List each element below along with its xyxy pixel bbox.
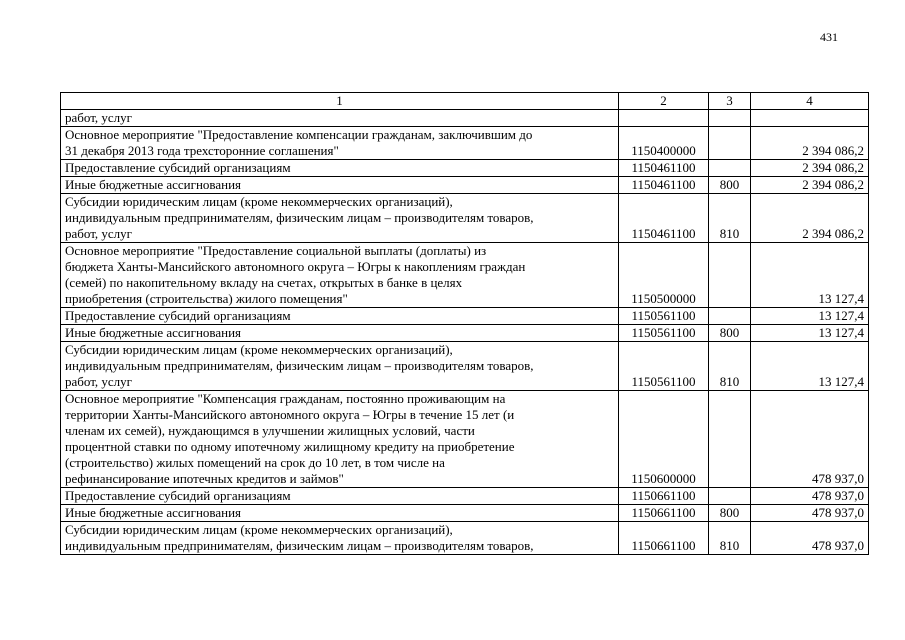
row-description [61,110,619,127]
description-line: Субсидии юридическим лицам (кроме некоммерческих организаций), [65,522,453,537]
description-line: Предоставление субсидий организациям [65,308,291,323]
row-expense-type [709,308,751,325]
row-amount: 13 127,4 [751,243,869,308]
description-line: 31 декабря 2013 года трехсторонние соглашения" [65,143,339,158]
row-target-code: 1150561100 [619,325,709,342]
row-expense-type: 810 [709,522,751,555]
description-line: Субсидии юридическим лицам (кроме некоммерческих организаций), [65,342,453,357]
description-line: Иные бюджетные ассигнования [65,325,242,340]
row-amount: 13 127,4 [751,325,869,342]
row-expense-type [709,391,751,488]
description-line: работ, услуг [65,226,133,241]
row-description [61,177,619,194]
header-col-2: 2 [619,93,709,110]
row-expense-type [709,243,751,308]
row-expense-type: 800 [709,177,751,194]
row-description [61,522,619,555]
description-line: индивидуальным предпринимателям, физическим лицам – производителям товаров, [65,538,534,553]
page-number: 431 [820,30,838,44]
table-row [61,160,869,177]
budget-table-body [61,93,869,555]
row-description [61,391,619,488]
row-target-code: 1150400000 [619,127,709,160]
row-expense-type [709,488,751,505]
table-row [61,325,869,342]
row-target-code: 1150461100 [619,194,709,243]
description-line: работ, услуг [65,374,133,389]
row-amount: 2 394 086,2 [751,177,869,194]
row-amount: 2 394 086,2 [751,160,869,177]
description-line: (строительство) жилых помещений на срок до 10 лет, в том числе на [65,455,445,470]
row-description [61,194,619,243]
row-description [61,127,619,160]
table-row [61,522,869,555]
description-line: территории Ханты-Мансийского автономного округа – Югры в течение 15 лет (и [65,407,515,422]
description-line: бюджета Ханты-Мансийского автономного округа – Югры к накоплениям граждан [65,259,526,274]
row-target-code: 1150461100 [619,177,709,194]
description-line: рефинансирование ипотечных кредитов и займов" [65,471,344,486]
row-expense-type: 810 [709,194,751,243]
row-expense-type: 810 [709,342,751,391]
row-target-code: 1150561100 [619,342,709,391]
description-line: Субсидии юридическим лицам (кроме некоммерческих организаций), [65,194,453,209]
row-amount [751,110,869,127]
description-line: Предоставление субсидий организациям [65,160,291,175]
row-expense-type: 800 [709,325,751,342]
row-amount: 478 937,0 [751,488,869,505]
description-line: Основное мероприятие "Компенсация гражданам, постоянно проживающим на [65,391,506,406]
description-line: приобретения (строительства) жилого помещения" [65,291,348,306]
table-row [61,342,869,391]
table-row [61,110,869,127]
header-col-4: 4 [751,93,869,110]
table-row [61,243,869,308]
row-target-code [619,110,709,127]
description-line: Основное мероприятие "Предоставление социальной выплаты (доплаты) из [65,243,487,258]
row-target-code: 1150461100 [619,160,709,177]
table-row [61,194,869,243]
table-row [61,308,869,325]
row-target-code: 1150661100 [619,522,709,555]
description-line: процентной ставки по одному ипотечному жилищному кредиту на приобретение [65,439,515,454]
row-description [61,160,619,177]
row-description [61,325,619,342]
row-amount: 13 127,4 [751,342,869,391]
row-amount: 2 394 086,2 [751,127,869,160]
table-row [61,505,869,522]
row-description [61,488,619,505]
description-line: Предоставление субсидий организациям [65,488,291,503]
row-expense-type [709,110,751,127]
row-target-code: 1150500000 [619,243,709,308]
table-header-row [61,93,869,110]
row-expense-type [709,160,751,177]
row-amount: 478 937,0 [751,505,869,522]
description-line: работ, услуг [65,110,133,125]
description-line: Иные бюджетные ассигнования [65,505,242,520]
row-target-code: 1150661100 [619,488,709,505]
description-line: (семей) по накопительному вкладу на счетах, открытых в банке в целях [65,275,463,290]
row-amount: 13 127,4 [751,308,869,325]
table-row [61,177,869,194]
description-line: Иные бюджетные ассигнования [65,177,242,192]
row-target-code: 1150661100 [619,505,709,522]
description-line: индивидуальным предпринимателям, физическим лицам – производителям товаров, [65,358,534,373]
table-row [61,127,869,160]
row-description [61,342,619,391]
header-col-1: 1 [61,93,619,110]
row-expense-type: 800 [709,505,751,522]
row-description [61,308,619,325]
description-line: индивидуальным предпринимателям, физическим лицам – производителям товаров, [65,210,534,225]
row-target-code: 1150600000 [619,391,709,488]
row-description [61,243,619,308]
description-line: членам их семей), нуждающимся в улучшении жилищных условий, части [65,423,475,438]
row-expense-type [709,127,751,160]
table-row [61,488,869,505]
description-line: Основное мероприятие "Предоставление компенсации гражданам, заключившим до [65,127,533,142]
table-row [61,391,869,488]
row-description [61,505,619,522]
header-col-3: 3 [709,93,751,110]
row-amount: 2 394 086,2 [751,194,869,243]
budget-table [60,92,869,555]
row-amount: 478 937,0 [751,522,869,555]
row-amount: 478 937,0 [751,391,869,488]
row-target-code: 1150561100 [619,308,709,325]
